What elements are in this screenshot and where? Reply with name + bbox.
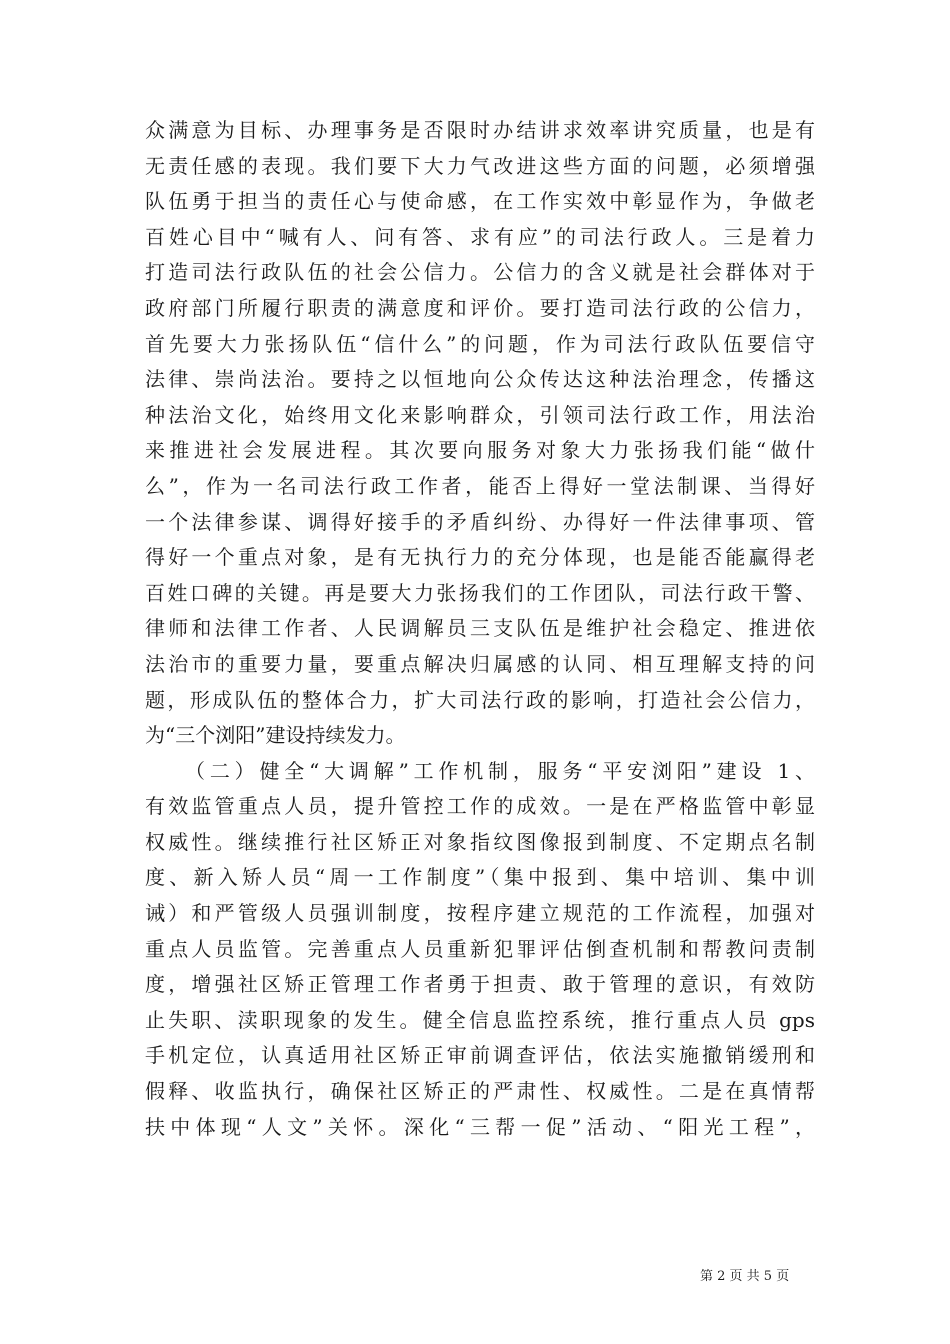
text-line: 止失职、渎职现象的发生。健全信息监控系统，推行重点人员 gps <box>145 1007 815 1032</box>
text-line: 无责任感的表现。我们要下大力气改进这些方面的问题，必须增强 <box>145 153 815 178</box>
text-line: 么”，作为一名司法行政工作者，能否上得好一堂法制课、当得好 <box>145 473 815 498</box>
text-line: 有效监管重点人员，提升管控工作的成效。一是在严格监管中彰显 <box>145 794 815 819</box>
text-line: 政府部门所履行职责的满意度和评价。要打造司法行政的公信力， <box>145 295 815 320</box>
text-line: 首先要大力张扬队伍“信什么”的问题，作为司法行政队伍要信守 <box>145 331 815 356</box>
body-text <box>145 113 815 1145</box>
text-line: 假释、收监执行，确保社区矫正的严肃性、权威性。二是在真情帮 <box>145 1079 815 1104</box>
text-line: 法律、崇尚法治。要持之以恒地向公众传达这种法治理念，传播这 <box>145 367 815 392</box>
text-line: 法治市的重要力量，要重点解决归属感的认同、相互理解支持的问 <box>145 651 815 676</box>
page-number-footer: 第 2 页 共 5 页 <box>700 1269 790 1284</box>
text-line: 百姓心目中“喊有人、问有答、求有应”的司法行政人。三是着力 <box>145 224 815 249</box>
text-line: 一个法律参谋、调得好接手的矛盾纠纷、办得好一件法律事项、管 <box>145 509 815 534</box>
text-line: 诫）和严管级人员强训制度，按程序建立规范的工作流程，加强对 <box>145 901 815 926</box>
text-line: 度、新入矫人员“周一工作制度”（集中报到、集中培训、集中训 <box>145 865 815 890</box>
text-line: 扶中体现“人文”关怀。深化“三帮一促”活动、“阳光工程”， <box>145 1114 815 1139</box>
text-line: 打造司法行政队伍的社会公信力。公信力的含义就是社会群体对于 <box>145 260 815 285</box>
text-line: 为“三个浏阳”建设持续发力。 <box>145 723 406 748</box>
text-line: 来推进社会发展进程。其次要向服务对象大力张扬我们能“做什 <box>145 438 815 463</box>
text-line: 度，增强社区矫正管理工作者勇于担责、敢于管理的意识，有效防 <box>145 972 815 997</box>
text-line: 队伍勇于担当的责任心与使命感，在工作实效中彰显作为，争做老 <box>145 189 815 214</box>
text-line: 律师和法律工作者、人民调解员三支队伍是维护社会稳定、推进依 <box>145 616 815 641</box>
text-line: 题，形成队伍的整体合力，扩大司法行政的影响，打造社会公信力， <box>145 687 815 712</box>
text-line: 种法治文化，始终用文化来影响群众，引领司法行政工作，用法治 <box>145 402 815 427</box>
text-line: 手机定位，认真适用社区矫正审前调查评估，依法实施撤销缓刑和 <box>145 1043 815 1068</box>
text-line: 得好一个重点对象，是有无执行力的充分体现，也是能否能赢得老 <box>145 545 815 570</box>
section-heading-line: （二）健全“大调解”工作机制，服务“平安浏阳”建设 1、 <box>185 758 815 783</box>
text-line: 权威性。继续推行社区矫正对象指纹图像报到制度、不定期点名制 <box>145 829 815 854</box>
text-line: 百姓口碑的关键。再是要大力张扬我们的工作团队，司法行政干警、 <box>145 580 815 605</box>
text-line: 众满意为目标、办理事务是否限时办结讲求效率讲究质量，也是有 <box>145 118 815 142</box>
text-line: 重点人员监管。完善重点人员重新犯罪评估倒查机制和帮教问责制 <box>145 936 815 961</box>
